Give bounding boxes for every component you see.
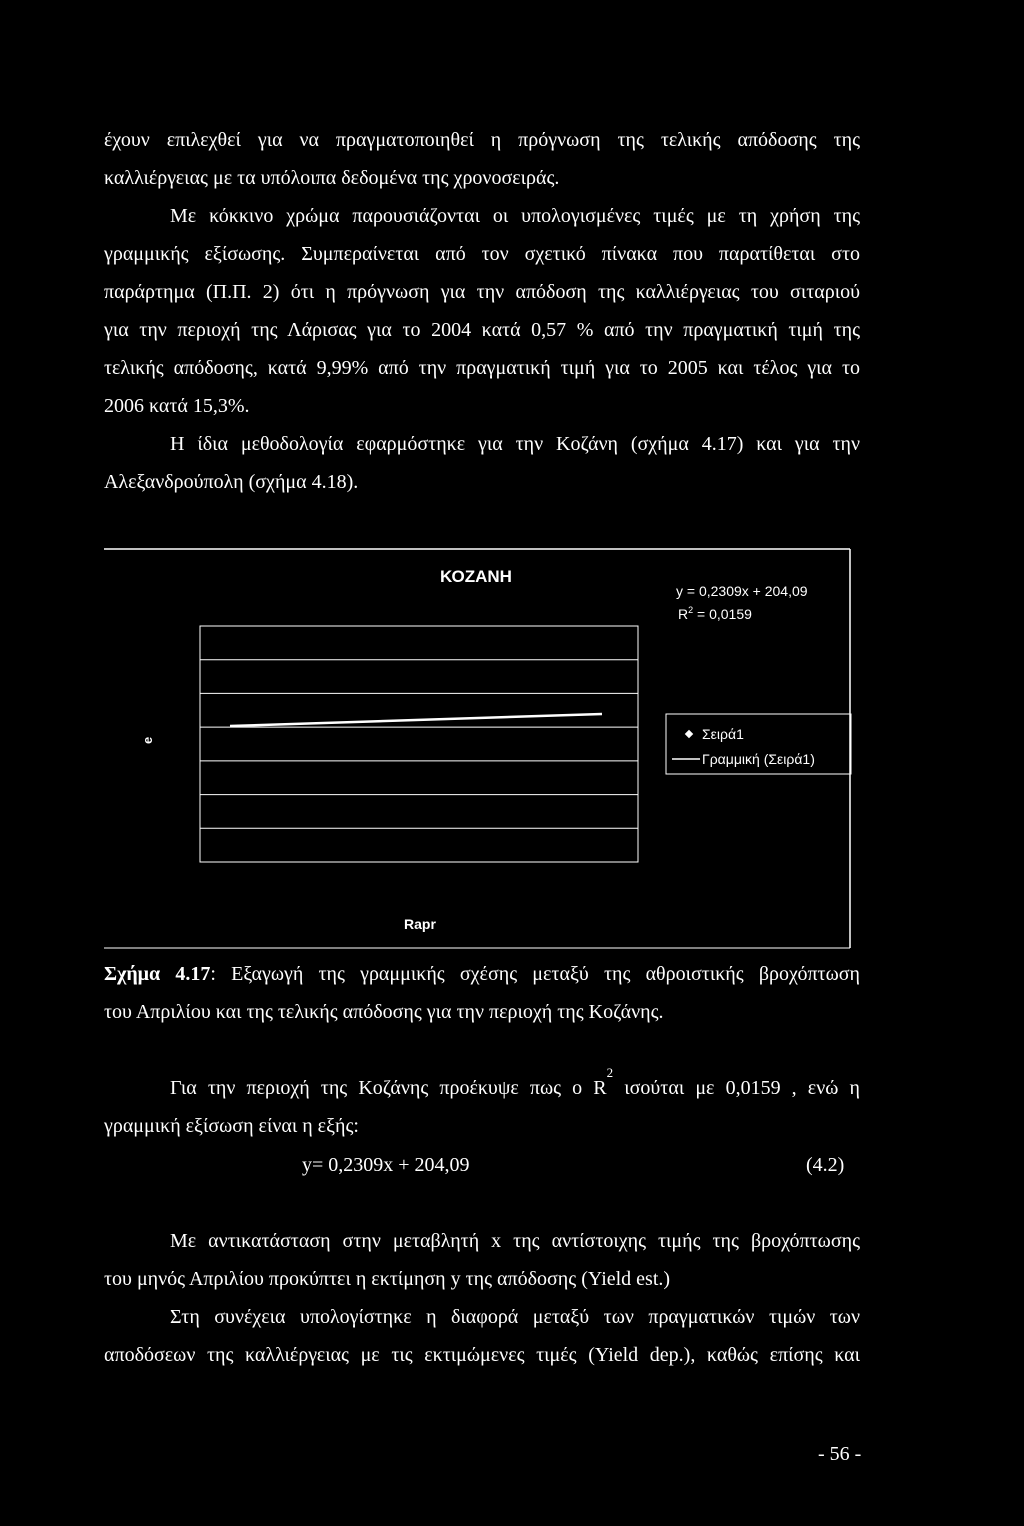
page-number: - 56 - <box>818 1443 862 1465</box>
body-text-line: Με αντικατάσταση στην μεταβλητή x της αντίστοιχης τιμής της βροχόπτωσης <box>170 1230 860 1252</box>
trendline <box>230 714 602 726</box>
body-text-line: αποδόσεων της καλλιέργειας με τις εκτιμώμενες τιμές (Yield dep.), καθώς επίσης και <box>104 1344 860 1366</box>
body-text-line: του μηνός Απριλίου προκύπτει η εκτίμηση y της απόδοσης (Yield est.) <box>104 1268 671 1290</box>
r-squared-value: = 0,0159 <box>693 606 752 622</box>
body-text-line: παράρτημα (Π.Π. 2) ότι η πρόγνωση για την απόδοση της καλλιέργειας του σιταριού <box>104 281 860 303</box>
figure-caption-line2: του Απριλίου και της τελικής απόδοσης για την περιοχή της Κοζάνης. <box>104 1001 664 1023</box>
chart-title: ΚΟΖΑΝΗ <box>440 567 512 586</box>
r2-text-sup: 2 <box>606 1065 614 1080</box>
equation-text: y= 0,2309x + 204,09 <box>302 1154 470 1176</box>
caption-text: : Εξαγωγή της γραμμικής σχέσης μεταξύ της αθροιστικής βροχόπτωση <box>210 963 860 985</box>
body-text-line: τελικής απόδοσης, κατά 9,99% από την πραγματική τιμή για το 2005 και τέλος για το <box>104 357 860 379</box>
r-squared-label <box>678 605 752 622</box>
caption-label: Σχήμα 4.17 <box>104 963 211 985</box>
r2-text-pre: Για την περιοχή της Κοζάνης προέκυψε πως ο R <box>170 1077 607 1099</box>
kozani-chart <box>104 544 854 954</box>
r-squared-sup: 2 <box>688 605 694 615</box>
body-text-line: Στη συνέχεια υπολογίστηκε η διαφορά μεταξύ των πραγματικών τιμών των <box>170 1306 860 1328</box>
body-text-line: γραμμικής εξίσωσης. Συμπεραίνεται από τον σχετικό πίνακα που παρατίθεται στο <box>104 243 860 265</box>
x-axis-label: Rapr <box>404 916 436 932</box>
body-text-line <box>170 1065 860 1100</box>
chart-legend <box>666 714 851 774</box>
body-text-line: 2006 κατά 15,3%. <box>104 395 250 417</box>
body-text-line: έχουν επιλεχθεί για να πραγματοποιηθεί η πρόγνωση της τελικής απόδοσης της <box>104 129 860 151</box>
body-text-line: καλλιέργειας με τα υπόλοιπα δεδομένα της χρονοσειράς. <box>104 167 560 189</box>
plot-area <box>200 626 638 862</box>
plot-area-border <box>200 626 638 862</box>
figure-caption <box>104 962 860 986</box>
legend-label-series1: Σειρά1 <box>702 726 744 742</box>
body-text-line: Με κόκκινο χρώμα παρουσιάζονται οι υπολογισμένες τιμές με τη χρήση της <box>170 205 860 227</box>
legend-label-trendline: Γραμμική (Σειρά1) <box>702 751 815 767</box>
y-axis-label: e <box>140 736 155 744</box>
legend-marker-series1 <box>685 730 693 738</box>
r2-text-post: ισούται με 0,0159 , ενώ η <box>613 1077 860 1099</box>
body-text-line: Αλεξανδρούπολη (σχήμα 4.18). <box>104 471 359 493</box>
trendline-equation: y = 0,2309x + 204,09 <box>676 583 808 599</box>
r-squared-r: R <box>678 606 689 622</box>
body-text-line: Η ίδια μεθοδολογία εφαρμόστηκε για την Κοζάνη (σχήμα 4.17) και για την <box>170 433 860 455</box>
equation-number: (4.2) <box>806 1154 845 1176</box>
body-text-line: για την περιοχή της Λάρισας για το 2004 κατά 0,57 % από την πραγματική τιμή της <box>104 319 860 341</box>
body-text-line: γραμμική εξίσωση είναι η εξής: <box>104 1115 359 1137</box>
